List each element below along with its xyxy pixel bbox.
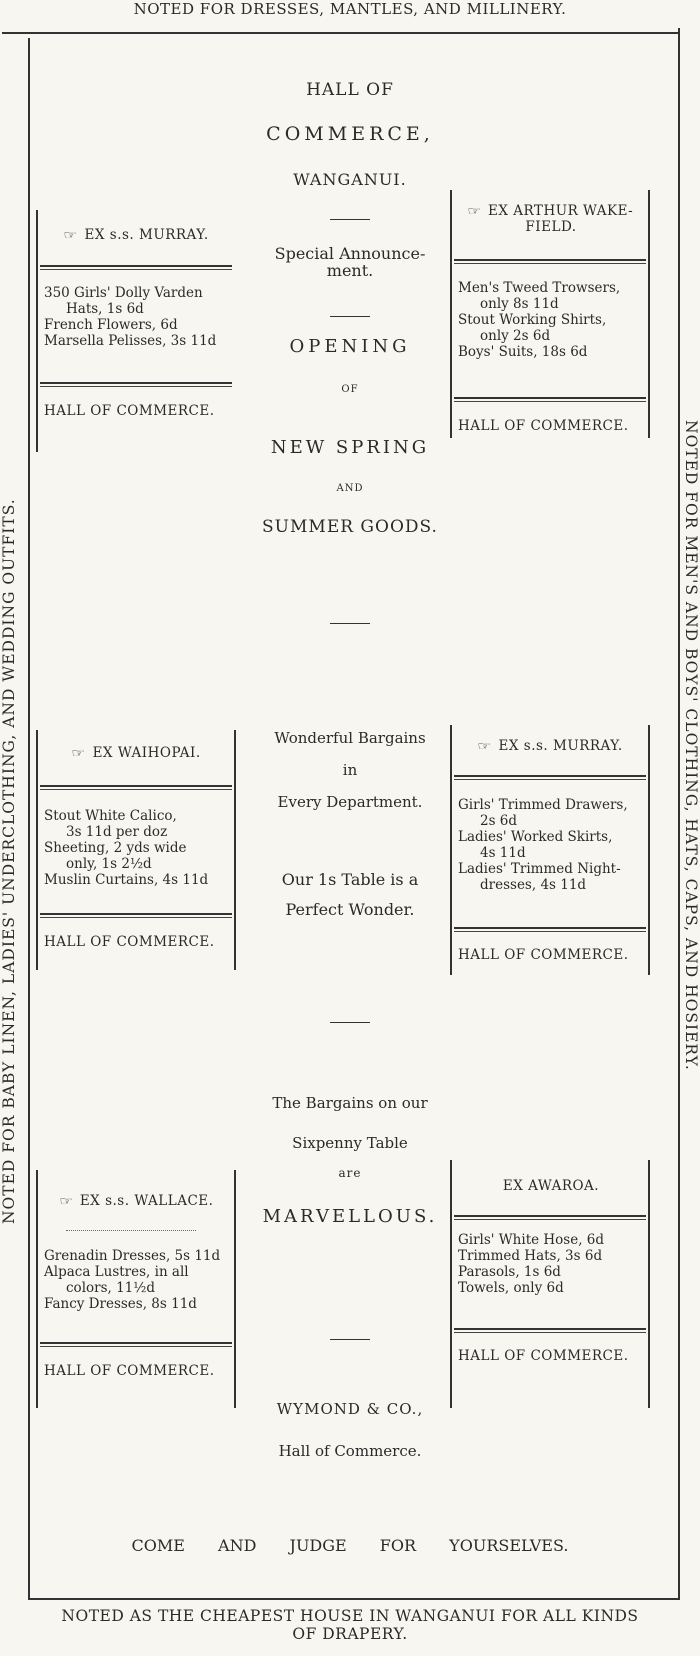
commerce-heading: COMMERCE, [266, 123, 434, 145]
list-item: Parasols, 1s 6d [458, 1264, 561, 1280]
box-footer: HALL OF COMMERCE. [44, 1363, 215, 1379]
list-item: Boys' Suits, 18s 6d [458, 344, 588, 360]
divider [330, 219, 370, 220]
frame-left-rule [28, 38, 30, 1600]
divider [330, 1022, 370, 1023]
list-item: colors, 11½d [66, 1280, 156, 1296]
left-side-banner: NOTED FOR BABY LINEN, LADIES' UNDERCLOTHING, AND WEDDING OUTFITS. [0, 498, 18, 1224]
list-item: Marsella Pelisses, 3s 11d [44, 333, 217, 349]
wanganui-heading: WANGANUI. [293, 170, 407, 189]
pointing-hand-icon: ☞ [467, 204, 482, 218]
box-header: ☞ EX WAIHOPAI. [71, 745, 201, 761]
list-item: 3s 11d per doz [66, 824, 168, 840]
offer-box-wallace [36, 1170, 236, 1408]
come-and-judge: COME AND JUDGE FOR YOURSELVES. [131, 1536, 569, 1555]
special-announcement: Special Announce- ment. [274, 244, 426, 280]
list-item: Hats, 1s 6d [66, 301, 144, 317]
box-items [44, 285, 232, 349]
list-item: Ladies' Worked Skirts, [458, 829, 613, 845]
list-item: 4s 11d [480, 845, 526, 861]
offer-box-waihopai [36, 730, 236, 970]
list-item: only, 1s 2½d [66, 856, 152, 872]
list-item: Muslin Curtains, 4s 11d [44, 872, 209, 888]
box-footer: HALL OF COMMERCE. [458, 418, 629, 434]
of-word: OF [341, 384, 359, 395]
box-footer: HALL OF COMMERCE. [458, 947, 629, 963]
pointing-hand-icon: ☞ [477, 739, 493, 753]
box-footer: HALL OF COMMERCE. [458, 1348, 629, 1364]
offer-box-awaroa [450, 1160, 650, 1408]
divider [330, 316, 370, 317]
list-item: Towels, only 6d [458, 1280, 564, 1296]
hall-of-commerce-signature: Hall of Commerce. [278, 1442, 422, 1460]
pointing-hand-icon: ☞ [63, 228, 79, 242]
pointing-hand-icon: ☞ [58, 1194, 74, 1208]
list-item: Sheeting, 2 yds wide [44, 840, 187, 856]
and-word: AND [336, 483, 364, 494]
list-item: Trimmed Hats, 3s 6d [458, 1248, 603, 1264]
box-items [458, 280, 646, 360]
offer-box-murray-2 [450, 725, 650, 975]
box-header: ☞ EX s.s. WALLACE. [58, 1193, 214, 1209]
new-spring-heading: NEW SPRING [270, 437, 430, 458]
wonderful-bargains: Wonderful Bargains in Every Department. [274, 729, 426, 811]
box-items [44, 808, 232, 888]
offer-box-arthur-wakefield [450, 190, 650, 438]
box-header: ☞ EX s.s. MURRAY. [63, 227, 209, 243]
pointing-hand-icon: ☞ [71, 746, 87, 760]
box-header: ☞ EX s.s. MURRAY. [477, 738, 623, 754]
bottom-banner: NOTED AS THE CHEAPEST HOUSE IN WANGANUI FOR ALL KINDS OF DRAPERY. [61, 1607, 639, 1643]
are-word: are [338, 1166, 362, 1180]
list-item: Stout Working Shirts, [458, 312, 607, 328]
top-banner: NOTED FOR DRESSES, MANTLES, AND MILLINERY. [133, 0, 567, 18]
box-items [44, 1248, 232, 1312]
list-item: French Flowers, 6d [44, 317, 178, 333]
list-item: only 2s 6d [480, 328, 551, 344]
frame-right-rule [678, 28, 680, 1600]
box-footer: HALL OF COMMERCE. [44, 403, 215, 419]
offer-box-murray-1 [36, 210, 236, 452]
box-items [458, 1232, 646, 1296]
opening-heading: OPENING [289, 336, 411, 357]
wymond-co: WYMOND & CO., [276, 1400, 424, 1418]
box-header: ☞ EX ARTHUR WAKE- FIELD. [467, 203, 634, 235]
sixpenny-table: The Bargains on our Sixpenny Table [272, 1094, 428, 1152]
list-item: Men's Tweed Trowsers, [458, 280, 621, 296]
list-item: Stout White Calico, [44, 808, 177, 824]
shilling-table: Our 1s Table is a Perfect Wonder. [281, 870, 419, 919]
hall-of-heading: HALL OF [306, 80, 394, 100]
list-item: Alpaca Lustres, in all [44, 1264, 189, 1280]
list-item: dresses, 4s 11d [480, 877, 587, 893]
list-item: only 8s 11d [480, 296, 559, 312]
list-item: Fancy Dresses, 8s 11d [44, 1296, 197, 1312]
list-item: Girls' Trimmed Drawers, [458, 797, 628, 813]
list-item: 350 Girls' Dolly Varden [44, 285, 203, 301]
divider [330, 623, 370, 624]
list-item: 2s 6d [480, 813, 518, 829]
marvellous-heading: MARVELLOUS. [262, 1206, 438, 1227]
summer-goods-heading: SUMMER GOODS. [262, 517, 438, 537]
box-header: EX AWAROA. [502, 1178, 600, 1194]
box-items [458, 797, 646, 893]
frame-top-rule [2, 32, 678, 34]
list-item: Ladies' Trimmed Night- [458, 861, 621, 877]
list-item: Girls' White Hose, 6d [458, 1232, 605, 1248]
divider [330, 1339, 370, 1340]
box-footer: HALL OF COMMERCE. [44, 934, 215, 950]
list-item: Grenadin Dresses, 5s 11d [44, 1248, 221, 1264]
frame-bottom-rule [28, 1598, 680, 1600]
